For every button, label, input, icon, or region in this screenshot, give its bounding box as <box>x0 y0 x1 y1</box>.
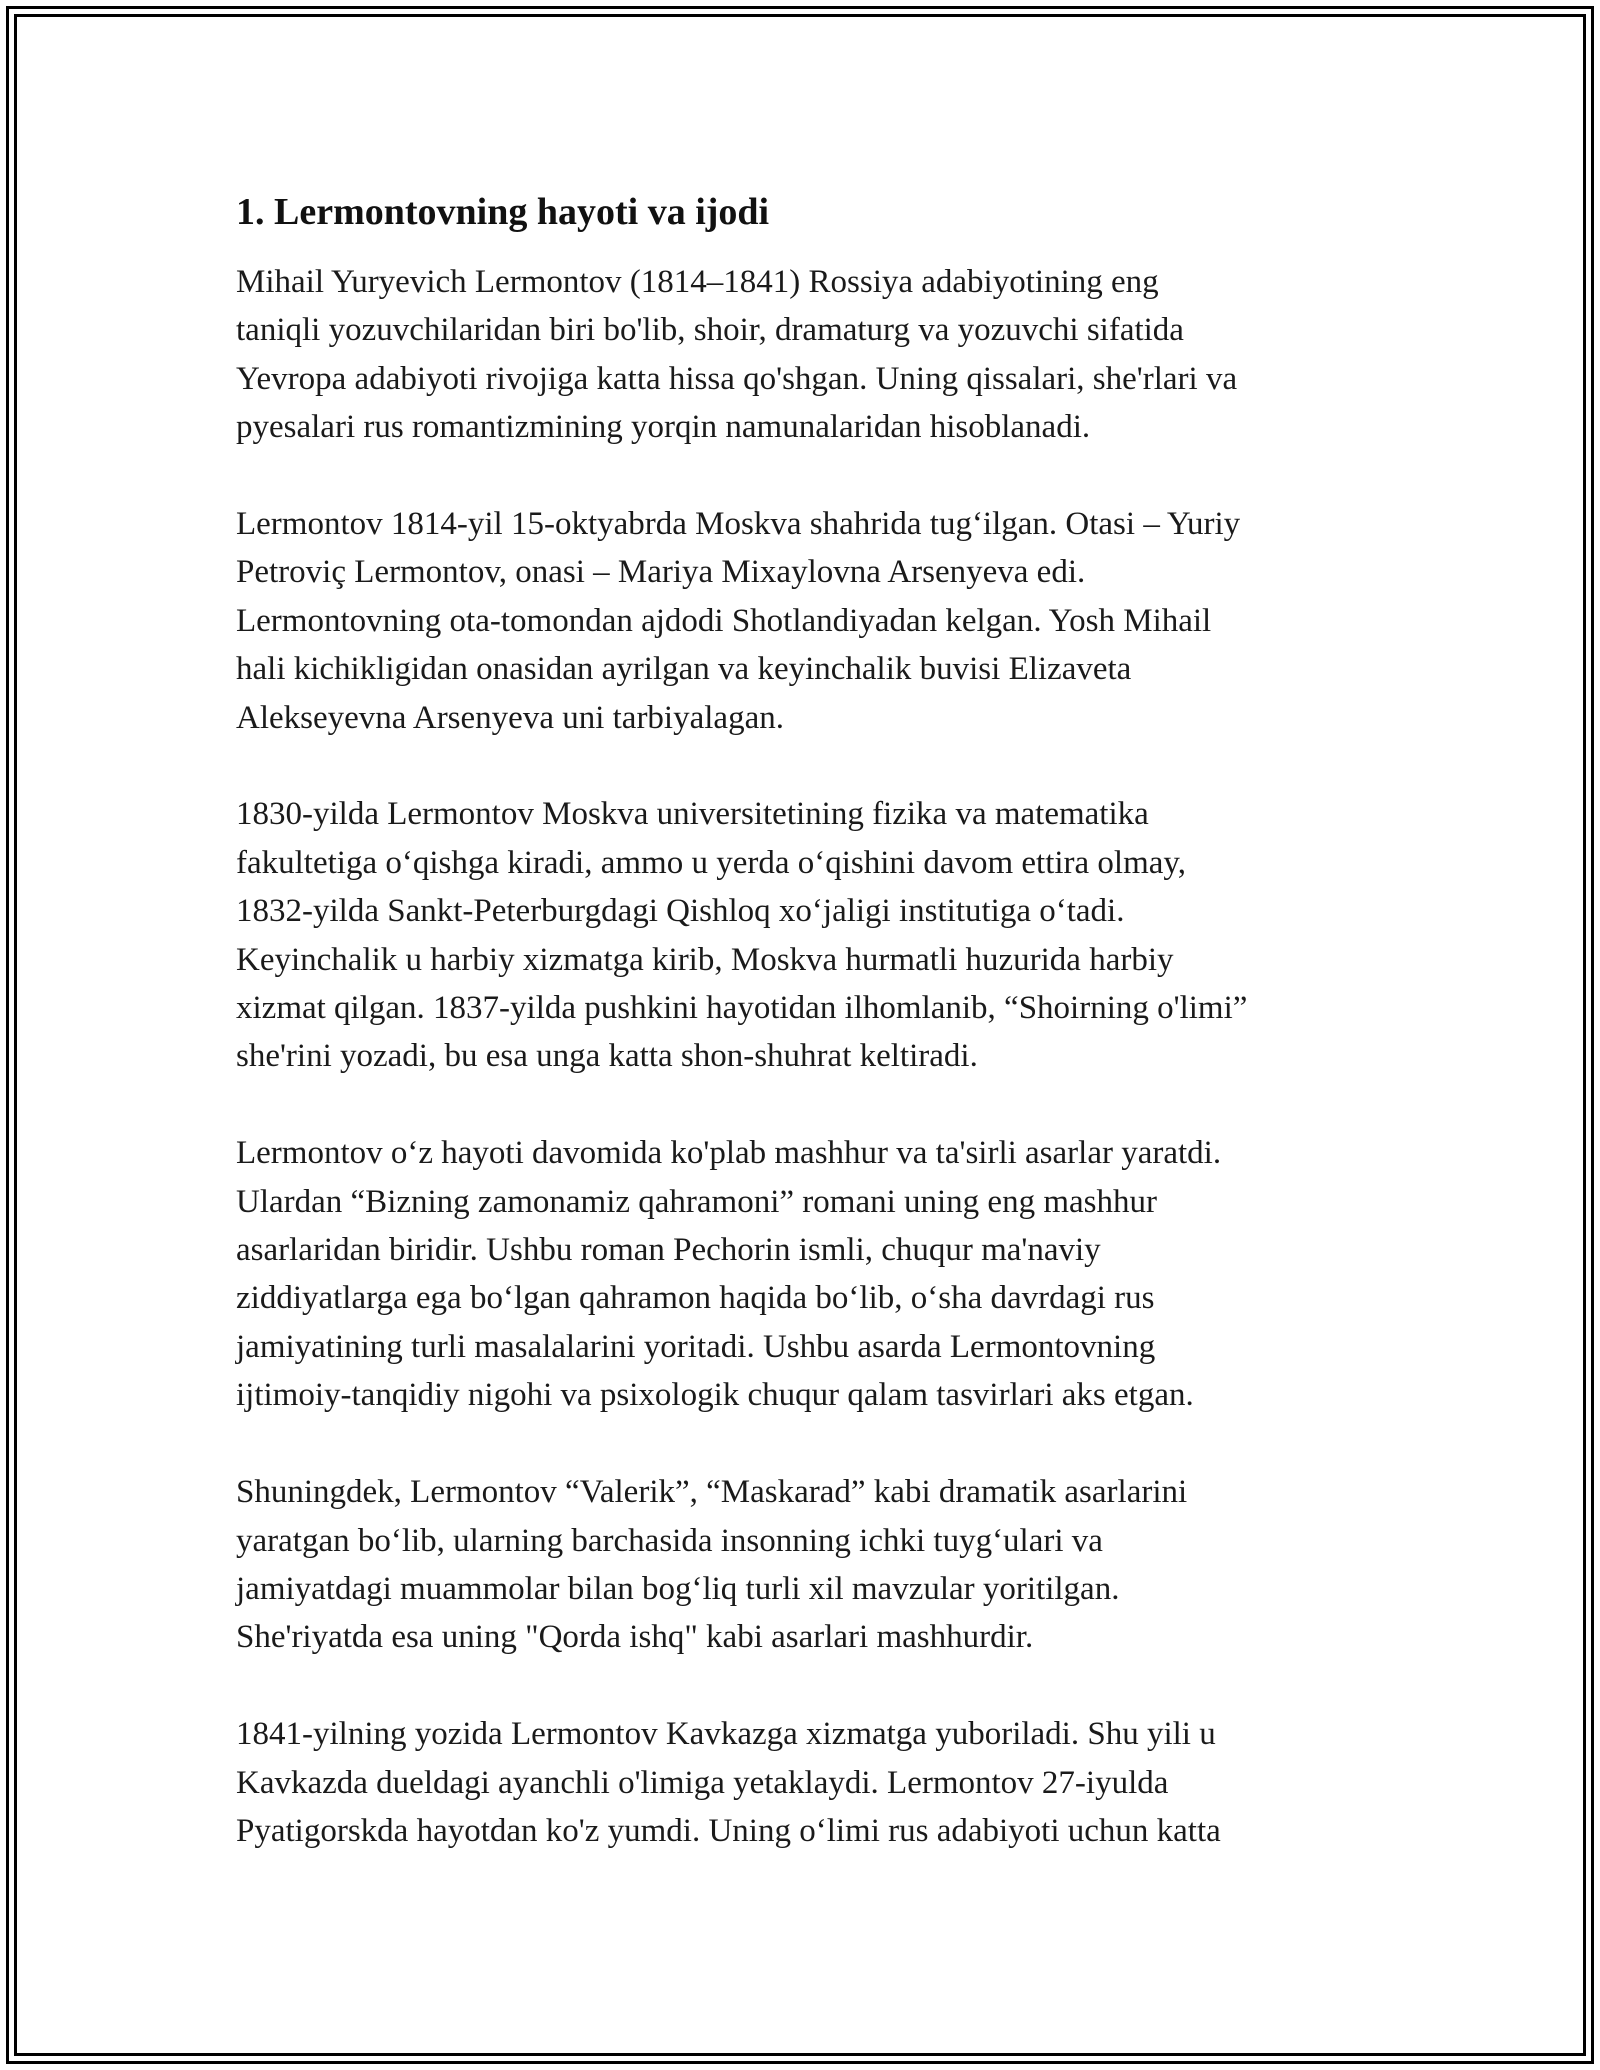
text-line: Kavkazda dueldagi ayanchli o'limiga yetaklaydi. Lermontov 27-iyulda <box>236 1764 1169 1801</box>
paragraph-birth <box>236 500 1376 742</box>
text-line: 1830-yilda Lermontov Moskva universitetining fizika va matematika <box>236 796 1149 833</box>
text-line: taniqli yozuvchilaridan biri bo'lib, shoir, dramaturg va yozuvchi sifatida <box>236 312 1184 349</box>
text-line: She'riyatda esa uning "Qorda ishq" kabi asarlari mashhurdir. <box>236 1619 1034 1656</box>
text-line: fakultetiga o‘qishga kiradi, ammo u yerda o‘qishini davom ettira olmay, <box>236 844 1187 881</box>
text-line: Petroviç Lermontov, onasi – Mariya Mixaylovna Arsenyeva edi. <box>236 554 1086 591</box>
text-line: Yevropa adabiyoti rivojiga katta hissa qo'shgan. Uning qissalari, she'rlari va <box>236 360 1238 397</box>
text-line: asarlaridan biridir. Ushbu roman Pechorin ismli, chuqur ma'naviy <box>236 1232 1101 1269</box>
text-line: 1841-yilning yozida Lermontov Kavkazga xizmatga yuboriladi. Shu yili u <box>236 1716 1216 1753</box>
text-line: 1832-yilda Sankt-Peterburgdagi Qishloq xo‘jaligi institutiga o‘tadi. <box>236 893 1125 930</box>
text-line: xizmat qilgan. 1837-yilda pushkini hayotidan ilhomlanib, “Shoirning o'limi” <box>236 990 1248 1027</box>
text-line: Mihail Yuryevich Lermontov (1814–1841) Rossiya adabiyotining eng <box>236 264 1159 300</box>
text-line: ziddiyatlarga ega bo‘lgan qahramon haqida bo‘lib, o‘sha davrdagi rus <box>236 1280 1155 1317</box>
text-line: ijtimoiy-tanqidiy nigohi va psixologik chuqur qalam tasvirlari aks etgan. <box>236 1377 1194 1414</box>
text-line: Alekseyevna Arsenyeva uni tarbiyalagan. <box>236 699 784 736</box>
text-line: jamiyatining turli masalalarini yoritadi. Ushbu asarda Lermontovning <box>236 1328 1156 1365</box>
text-line: Lermontovning ota-tomondan ajdodi Shotlandiyadan kelgan. Yosh Mihail <box>236 602 1212 639</box>
text-line: Ulardan “Bizning zamonamiz qahramoni” romani uning eng mashhur <box>236 1183 1157 1220</box>
text-line: Shuningdek, Lermontov “Valerik”, “Maskarad” kabi dramatik asarlarini <box>236 1474 1188 1511</box>
text-line: hali kichikligidan onasidan ayrilgan va keyinchalik buvisi Elizaveta <box>236 651 1132 688</box>
text-line: Keyinchalik u harbiy xizmatga kirib, Moskva hurmatli huzurida harbiy <box>236 941 1174 978</box>
text-line: Pyatigorskda hayotdan ko'z yumdi. Uning o‘limi rus adabiyoti uchun katta <box>236 1812 1221 1849</box>
page-title: 1. Lermontovning hayoti va ijodi <box>236 191 770 233</box>
text-line: Lermontov o‘z hayoti davomida ko'plab mashhur va ta'sirli asarlar yaratdi. <box>236 1135 1222 1172</box>
text-line: jamiyatdagi muammolar bilan bog‘liq turli xil mavzular yoritilgan. <box>236 1570 1120 1607</box>
text-line: yaratgan bo‘lib, ularning barchasida insonning ichki tuyg‘ulari va <box>236 1522 1103 1559</box>
text-line: Lermontov 1814-yil 15-oktyabrda Moskva shahrida tug‘ilgan. Otasi – Yuriy <box>236 506 1241 543</box>
paragraph-intro <box>236 258 1376 452</box>
paragraph-death <box>236 1710 1376 1855</box>
paragraph-dramas <box>236 1468 1376 1662</box>
text-line: she'rini yozadi, bu esa unga katta shon-shuhrat keltiradi. <box>236 1038 978 1075</box>
text-line: pyesalari rus romantizmining yorqin namunalaridan hisoblanadi. <box>236 409 1091 446</box>
paragraph-education <box>236 790 1376 1080</box>
document-body <box>236 188 1376 1904</box>
paragraph-works <box>236 1129 1376 1419</box>
